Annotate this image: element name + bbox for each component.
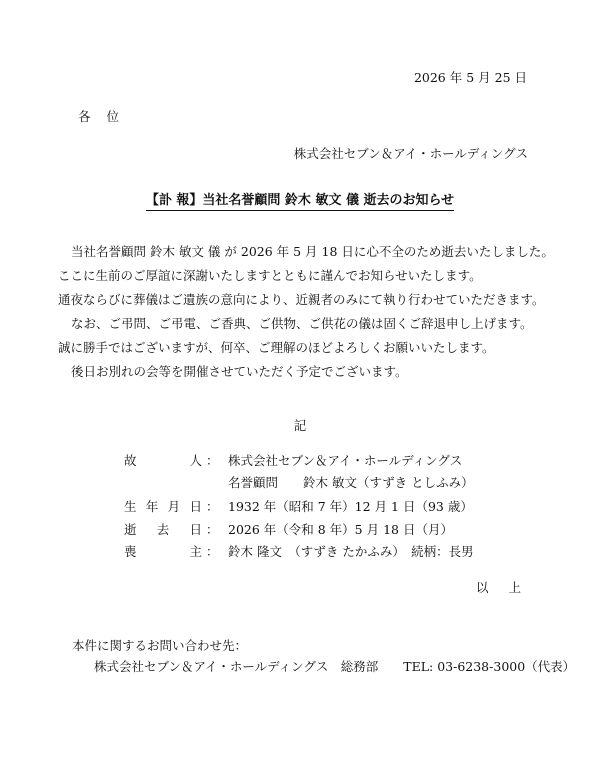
- deceased-label: [124, 451, 202, 469]
- death-date-value: 2026 年（令和 8 年）5 月 18 日（月）: [228, 522, 453, 537]
- notice-title-text: 【訃 報】当社名誉顧問 鈴木 敏文 儀 逝去のお知らせ: [146, 193, 454, 211]
- notice-body: [58, 240, 554, 384]
- label-char: 生: [124, 499, 137, 514]
- body-paragraph: ここに生前のご厚誼に深謝いたしますとともに謹んでお知らせいたします。: [58, 268, 482, 283]
- body-paragraph: 通夜ならびに葬儀はご遺族の意向により、近親者のみにて執り行わせていただきます。: [58, 292, 545, 307]
- deceased-colon: ：: [206, 453, 219, 468]
- label-char: 去: [156, 522, 170, 537]
- label-char: 人: [189, 453, 202, 468]
- record-heading: 記: [293, 418, 307, 433]
- deceased-name: 名誉顧問 鈴木 敏文（すずき としふみ）: [228, 475, 474, 490]
- notice-title: [0, 189, 600, 208]
- body-paragraph: 後日お別れの会等を開催させていただく予定でございます。: [71, 364, 408, 379]
- label-char: 日: [189, 499, 202, 514]
- death-date-colon: ：: [206, 522, 219, 537]
- deceased-company: 株式会社セブン＆アイ・ホールディングス: [228, 453, 463, 468]
- label-char: 月: [167, 499, 181, 514]
- closing-mark: 以 上: [476, 580, 529, 595]
- addressee: 各 位: [78, 109, 125, 124]
- birth-date-value: 1932 年（昭和 7 年）12 月 1 日（93 歳）: [228, 499, 473, 514]
- label-char: 日: [189, 522, 202, 537]
- contact-info: 株式会社セブン＆アイ・ホールディングス 総務部 TEL: 03-6238-3000（代表）: [94, 659, 576, 674]
- body-paragraph: 誠に勝手ではございますが、何卒、ご理解のほどよろしくお願いいたします。: [58, 340, 495, 355]
- birth-date-label: [124, 497, 202, 515]
- label-char: 年: [145, 499, 159, 514]
- label-char: 主: [189, 544, 202, 559]
- label-char: 逝: [124, 522, 137, 537]
- contact-heading: 本件に関するお問い合わせ先：: [72, 638, 248, 653]
- document-date: 2026 年 5 月 25 日: [413, 70, 527, 85]
- body-paragraph: 当社名誉顧問 鈴木 敏文 儀 が 2026 年 5 月 18 日に心不全のため逝去いたしました。: [71, 244, 554, 259]
- birth-date-colon: ：: [206, 499, 219, 514]
- sender-company: 株式会社セブン＆アイ・ホールディングス: [293, 146, 528, 161]
- death-date-label: [124, 520, 202, 538]
- chief-mourner-colon: ：: [206, 544, 219, 559]
- label-char: 喪: [124, 544, 137, 559]
- chief-mourner-label: [124, 542, 202, 560]
- label-char: 故: [124, 453, 137, 468]
- body-paragraph: なお、ご弔問、ご弔電、ご香典、ご供物、ご供花の儀は固くご辞退申し上げます。: [71, 316, 533, 331]
- chief-mourner-value: 鈴木 隆文 （すずき たかふみ） 続柄：長男: [228, 544, 474, 559]
